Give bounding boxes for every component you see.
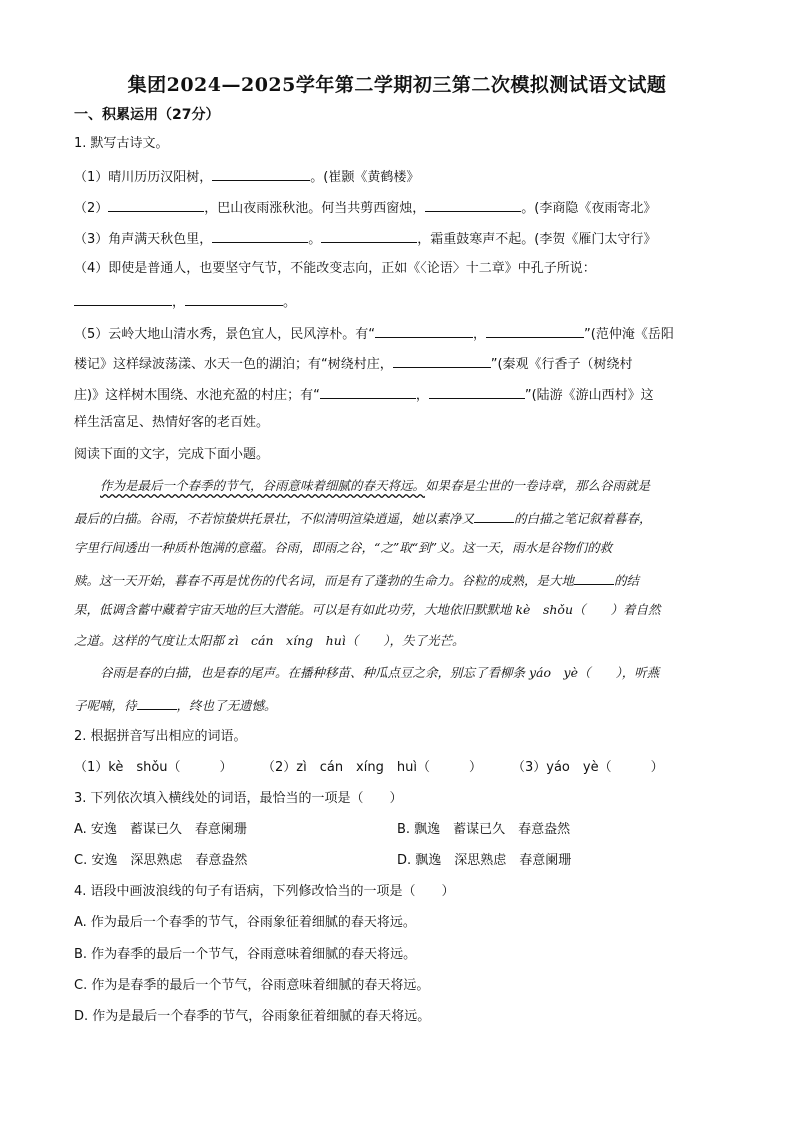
- passage-text: 的结: [614, 573, 640, 588]
- q1-5-source2: ”(秦观《行香子（树绕村: [490, 357, 633, 372]
- passage-line-5: 果，低调含蓄中藏着宇宙天地的巨大潜能。可以是有如此功劳，大地依旧默默地 kè shǒu（ ）着自然: [74, 602, 661, 617]
- q1-2-num: （2）: [74, 201, 109, 216]
- q1-item-5-line2: [74, 353, 633, 374]
- passage-line-2: [74, 508, 724, 528]
- q1-5-text3: 庄)》这样树木围绕、水池充盈的村庄；有“: [74, 388, 320, 403]
- q1-5-text: （5）云岭大地山清水秀，景色宜人，民风淳朴。有“: [74, 327, 376, 342]
- q1-2-text: ，巴山夜雨涨秋池。何当共剪西窗烛，: [204, 201, 426, 216]
- q1-item-1: [74, 166, 419, 187]
- q1-1-source: 。(崔颢《黄鹤楼》: [310, 170, 420, 185]
- q1-item-5-line4: 样生活富足、热情好客的老百姓。: [74, 415, 270, 430]
- answer-blank[interactable]: [321, 228, 417, 243]
- q4-option-c[interactable]: C. 作为是春季的最后一个节气，谷雨意味着细腻的春天将远。: [74, 978, 430, 993]
- q1-item-5-line3: [74, 384, 654, 405]
- wavy-sentence: 作为是最后一个春季的节气，谷雨意味着细腻的春天将远。: [100, 478, 426, 493]
- q1-3-text: （3）角声满天秋色里，: [74, 232, 213, 247]
- q3-option-c[interactable]: C. 安逸 深思熟虑 春意盎然: [74, 853, 248, 868]
- q1-2-source: 。(李商隐《夜雨寄北》: [521, 201, 657, 216]
- passage-text: 的白描之笔记叙着暮春，: [514, 511, 652, 526]
- passage-line-6: 之道。这样的气度让太阳都 zì cán xíng huì（ ），失了光芒。: [74, 633, 465, 648]
- reading-instruction: 阅读下面的文字，完成下面小题。: [74, 447, 270, 462]
- answer-blank[interactable]: [212, 166, 310, 181]
- passage-line-1: [100, 477, 750, 495]
- passage-line-7: 谷雨是春的白描，也是春的尾声。在播种移苗、种瓜点豆之余，别忘了看柳条 yáo yè（ ），听燕: [100, 665, 660, 680]
- passage-line-8: [74, 695, 724, 715]
- section-heading: 一、积累运用（27分）: [74, 107, 220, 123]
- q3-option-b[interactable]: B. 飘逸 蓄谋已久 春意盎然: [397, 822, 571, 837]
- q1-5-comma2: ，: [415, 388, 429, 403]
- q1-item-4-answer: [74, 291, 296, 312]
- passage-text: 赎。这一天开始，暮春不再是忧伤的代名词，而是有了蓬勃的生命力。谷粒的成熟，是大地: [74, 573, 575, 588]
- answer-blank[interactable]: [320, 384, 416, 399]
- answer-blank[interactable]: [486, 323, 584, 338]
- q1-3-source: ，霜重鼓寒声不起。(李贺《雁门太守行》: [417, 232, 657, 247]
- question-3-label: 3. 下列依次填入横线处的词语，最恰当的一项是（ ）: [74, 791, 403, 806]
- passage-text: ，终也了无遗憾。: [176, 698, 277, 713]
- passage-blank[interactable]: [474, 508, 514, 523]
- q3-option-d[interactable]: D. 飘逸 深思熟虑 春意阑珊: [397, 853, 572, 868]
- q4-option-d[interactable]: D. 作为是最后一个春季的节气，谷雨象征着细腻的春天将远。: [74, 1009, 431, 1024]
- answer-blank[interactable]: [185, 291, 283, 306]
- q1-item-3: [74, 228, 656, 249]
- answer-blank[interactable]: [429, 384, 525, 399]
- passage-text: 最后的白描。谷雨，不若惊蛰烘托景壮，不似清明渲染逍遥，她以素净又: [74, 511, 475, 526]
- passage-blank[interactable]: [574, 570, 614, 585]
- q1-item-5-line1: [74, 323, 674, 344]
- q2-item-3: （3）yáo yè（ ）: [512, 760, 664, 775]
- passage-text: 子呢喃，待: [74, 698, 137, 713]
- question-2-label: 2. 根据拼音写出相应的词语。: [74, 729, 247, 744]
- q1-5-source3: ”(陆游《游山西村》这: [524, 388, 654, 403]
- q1-item-4: （4）即使是普通人，也要坚守气节，不能改变志向，正如《〈论语〉十二章》中孔子所说：: [74, 261, 596, 276]
- question-1-label: 1. 默写古诗文。: [74, 136, 169, 151]
- q2-item-1: （1）kè shǒu（ ）: [74, 760, 233, 775]
- passage-blank[interactable]: [137, 695, 177, 710]
- answer-blank[interactable]: [212, 228, 308, 243]
- passage-text: 如果春是尘世的一卷诗章，那么谷雨就是: [425, 478, 651, 493]
- q1-5-text2: 楼记》这样绿波荡漾、水天一色的湖泊；有“树绕村庄，: [74, 357, 393, 372]
- q1-5-source: ”(范仲淹《岳阳: [584, 327, 674, 342]
- exam-title: 集团2024—2025学年第二学期初三第二次模拟测试语文试题: [127, 74, 667, 96]
- q1-4-period: 。: [283, 295, 297, 310]
- answer-blank[interactable]: [74, 291, 172, 306]
- q1-1-text: （1）晴川历历汉阳树，: [74, 170, 213, 185]
- answer-blank[interactable]: [425, 197, 521, 212]
- answer-blank[interactable]: [393, 353, 491, 368]
- answer-blank[interactable]: [108, 197, 204, 212]
- q3-option-a[interactable]: A. 安逸 蓄谋已久 春意阑珊: [74, 822, 247, 837]
- question-4-label: 4. 语段中画波浪线的句子有语病，下列修改恰当的一项是（ ）: [74, 884, 455, 899]
- q1-3-punct: 。: [308, 232, 322, 247]
- passage-line-4: [74, 570, 724, 590]
- passage-line-3: 字里行间透出一种质朴饱满的意蕴。谷雨，即雨之谷，“之”取“到”义。这一天，雨水是谷物们的救: [74, 540, 613, 555]
- q4-option-b[interactable]: B. 作为春季的最后一个节气，谷雨意味着细腻的春天将远。: [74, 947, 417, 962]
- q2-item-2: （2）zì cán xíng huì（ ）: [262, 760, 482, 775]
- q1-item-2: [74, 197, 656, 218]
- q4-option-a[interactable]: A. 作为最后一个春季的节气，谷雨象征着细腻的春天将远。: [74, 915, 416, 930]
- q1-5-comma: ，: [473, 327, 487, 342]
- answer-blank[interactable]: [375, 323, 473, 338]
- q1-4-comma: ，: [172, 295, 186, 310]
